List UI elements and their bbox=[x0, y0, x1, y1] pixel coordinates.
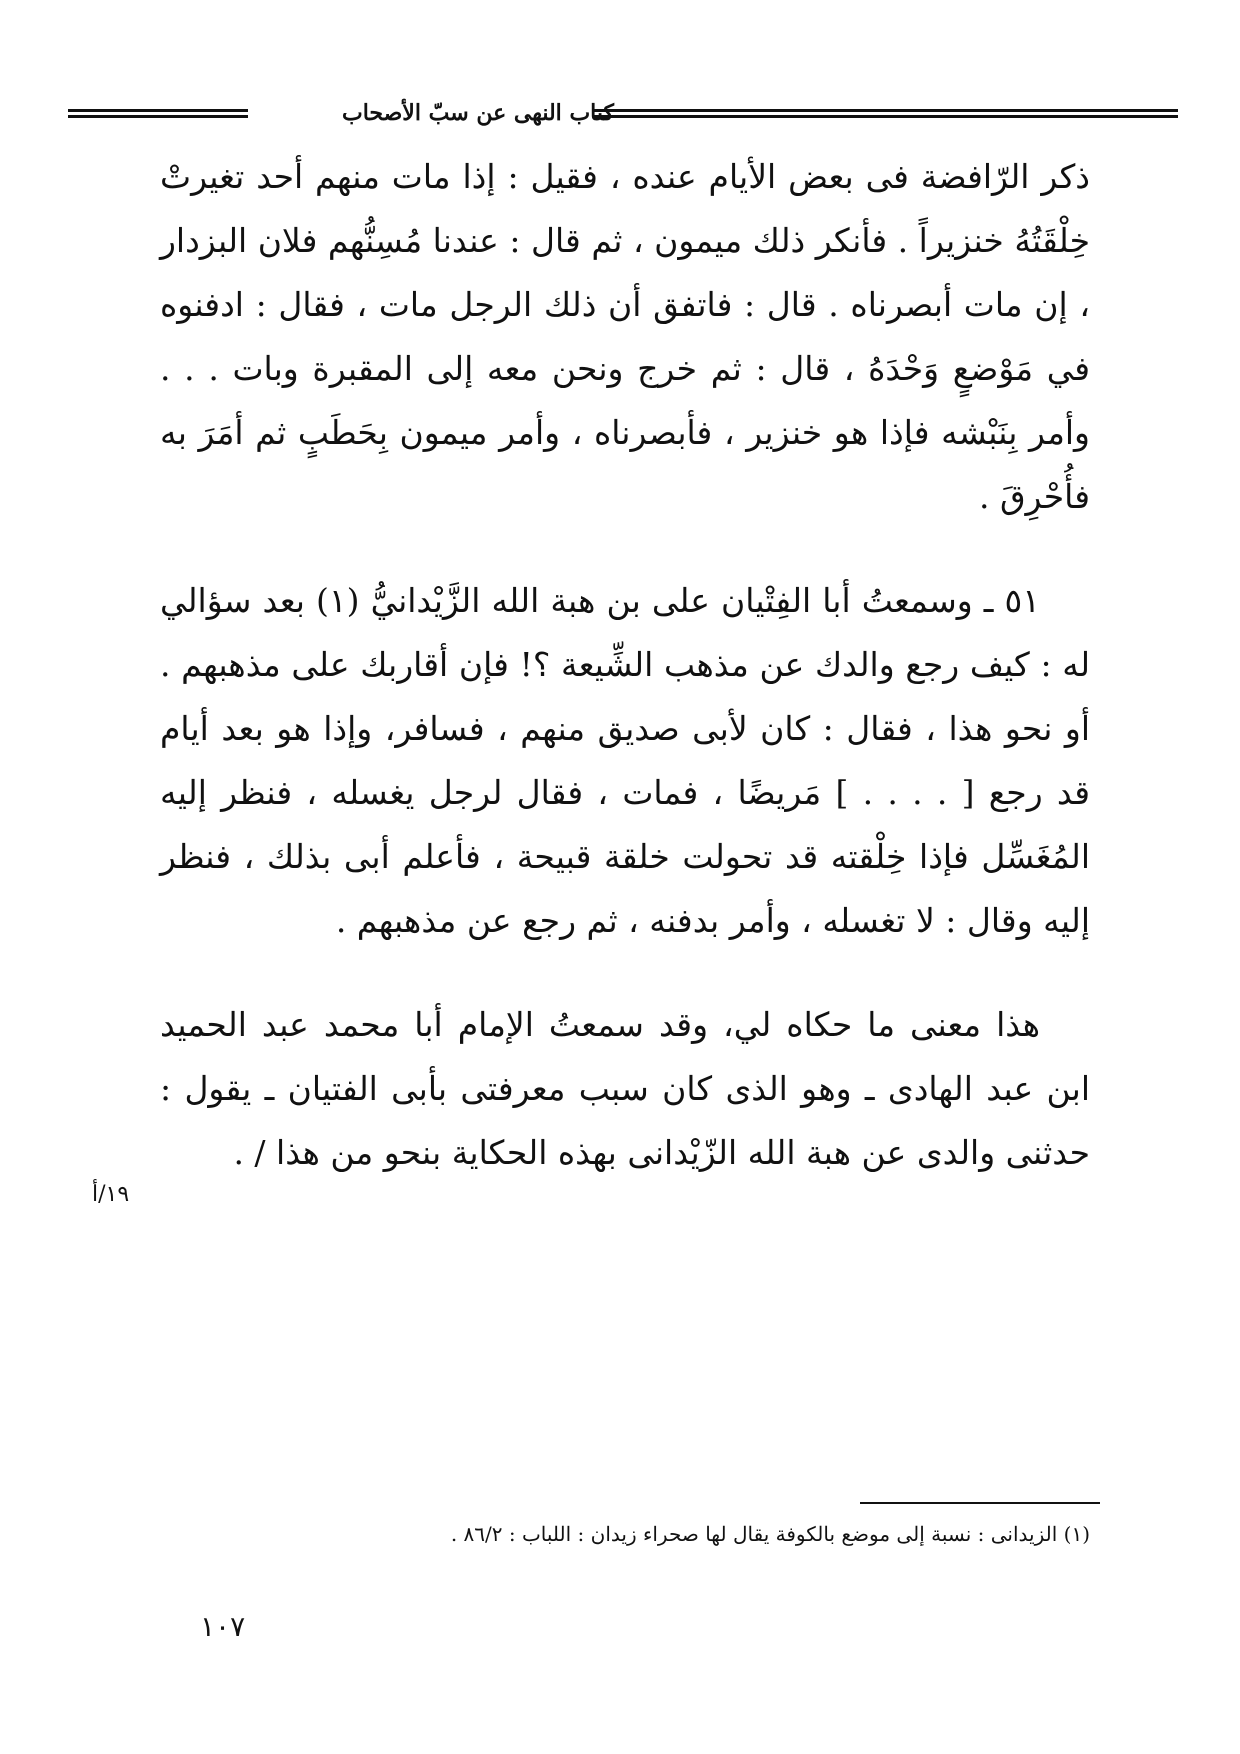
header-rule-right bbox=[593, 109, 1178, 118]
header-title: كتاب النهى عن سبّ الأصحاب bbox=[342, 100, 614, 126]
paragraph-1: ذكر الرّافضة فى بعض الأيام عنده ، فقيل : إذا مات منهم أحد تغيرتْ خِلْقَتُهُ خنزيراً . فأنكر ذلك ميمون ، ثم قال : عندنا مُسِنُّهم فلان البزدار ، إن مات أبصرناه . قال : فاتفق أن ذلك الرجل مات ، فقال : ادفنوه في مَوْضعٍ وَحْدَهُ ، قال : ثم خرج ونحن معه إلى المقبرة وبات . . . وأمر بِنَبْشه فإذا هو خنزير ، فأبصرناه ، وأمر ميمون بِحَطَبٍ ثم أمَرَ به فأُحْرِقَ . bbox=[160, 157, 1091, 516]
manuscript-folio-ref: ١٩/أ bbox=[92, 1182, 130, 1207]
page-number: ١٠٧ bbox=[200, 1610, 246, 1643]
footnote: (١) الزيدانى : نسبة إلى موضع بالكوفة يقال لها صحراء زيدان : اللباب : ٨٦/٢ . bbox=[450, 1522, 1090, 1546]
main-text bbox=[160, 145, 1090, 1185]
paragraph-3: هذا معنى ما حكاه لي، وقد سمعتُ الإمام أبا محمد عبد الحميد ابن عبد الهادى ـ وهو الذى كان سبب معرفتى بأبى الفتيان ـ يقول : حدثنى والدى عن هبة الله الزّيْدانى بهذه الحكاية بنحو من هذا / . bbox=[160, 1005, 1090, 1172]
running-header bbox=[68, 100, 1178, 134]
paragraph-2: ٥١ ـ وسمعتُ أبا الفِتْيان على بن هبة الله الزَّيْدانيُّ (١) بعد سؤالي له : كيف رجع والدك عن مذهب الشِّيعة ؟! فإن أقاربك على مذهبهم . أو نحو هذا ، فقال : كان لأبى صديق منهم ، فسافر، وإذا هو بعد أيام قد رجع [ . . . . ] مَريضًا ، فمات ، فقال لرجل يغسله ، فنظر إليه المُغَسِّل فإذا خِلْقته قد تحولت خلقة قبيحة ، فأعلم أبى بذلك ، فنظر إليه وقال : لا تغسله ، وأمر بدفنه ، ثم رجع عن مذهبهم . bbox=[160, 581, 1090, 940]
header-rule-left bbox=[68, 109, 248, 118]
footnote-rule bbox=[860, 1502, 1100, 1504]
